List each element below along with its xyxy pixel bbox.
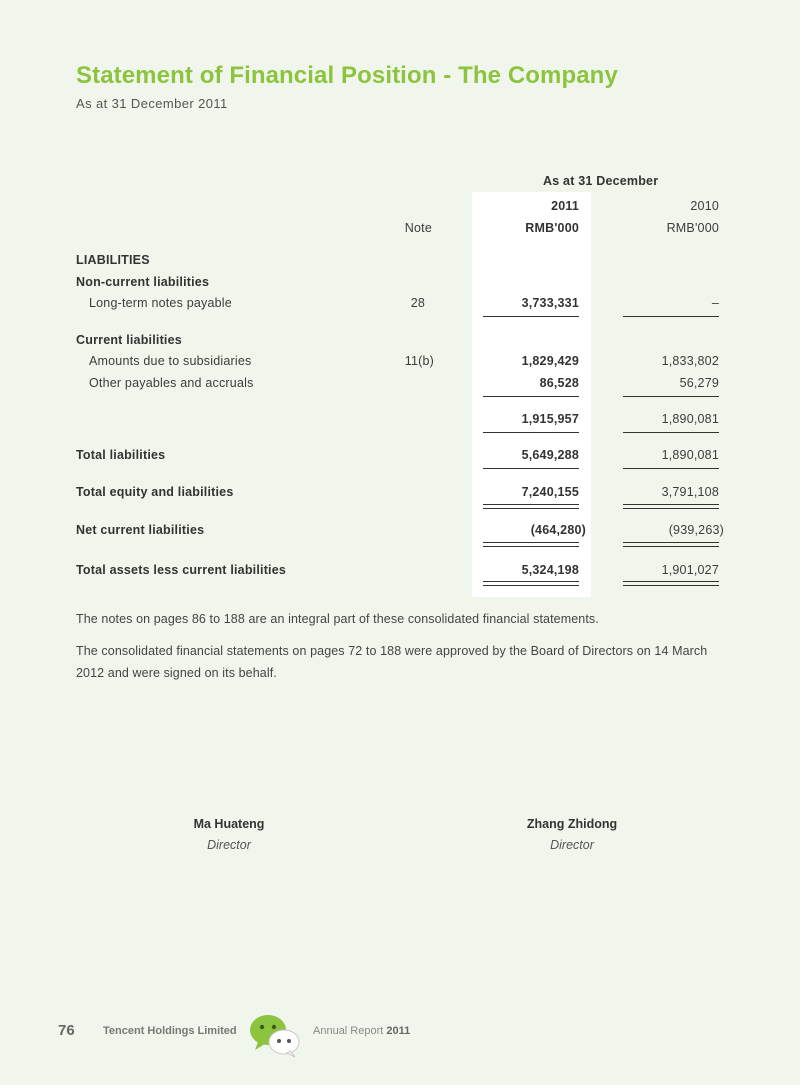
col-2011-unit: RMB'000	[525, 221, 579, 235]
row-2011-long-term-notes: 3,733,331	[521, 296, 579, 310]
row-label-total-equity-liabilities: Total equity and liabilities	[76, 485, 234, 499]
row-2011-total-equity-liabilities: 7,240,155	[521, 485, 579, 499]
row-label-net-current-liabilities: Net current liabilities	[76, 523, 205, 537]
group-header: As at 31 December	[543, 174, 659, 188]
double-underline-2010	[623, 581, 719, 586]
underline-2010	[623, 396, 719, 397]
underline-2011	[483, 316, 579, 317]
report-title	[313, 1025, 410, 1037]
row-2011-net-current-liabilities: (464,280)	[530, 523, 586, 537]
double-underline-2010	[623, 504, 719, 509]
col-2010-unit: RMB'000	[666, 221, 719, 235]
row-label-due-subsidiaries: Amounts due to subsidiaries	[89, 354, 252, 368]
underline-2011	[483, 396, 579, 397]
row-note-due-subsidiaries: 11(b)	[404, 354, 434, 368]
row-2010-current-subtotal: 1,890,081	[661, 412, 719, 426]
underline-2011	[483, 468, 579, 469]
double-underline-2011	[483, 504, 579, 509]
row-2011-other-payables: 86,528	[539, 376, 579, 390]
row-2010-total-equity-liabilities: 3,791,108	[661, 485, 719, 499]
double-underline-2011	[483, 542, 579, 547]
company-name: Tencent Holdings Limited	[103, 1025, 237, 1037]
signatory-role: Director	[550, 838, 594, 852]
row-label-total-liabilities: Total liabilities	[76, 448, 166, 462]
row-2010-due-subsidiaries: 1,833,802	[661, 354, 719, 368]
row-2011-total-liabilities: 5,649,288	[521, 448, 579, 462]
notes-paragraph: The notes on pages 86 to 188 are an integral part of these consolidated financial statements.	[76, 612, 599, 626]
liabilities-heading: LIABILITIES	[76, 253, 150, 267]
col-2011-year: 2011	[551, 199, 579, 213]
page-title: Statement of Financial Position - The Company	[76, 62, 618, 89]
signatory-name: Ma Huateng	[193, 817, 265, 831]
page-subtitle: As at 31 December 2011	[76, 96, 228, 111]
underline-2011	[483, 432, 579, 433]
approval-paragraph: The consolidated financial statements on pages 72 to 188 were approved by the Board of Directors on 14 March 2012 and were signed on its behalf.	[76, 644, 708, 680]
row-2011-current-subtotal: 1,915,957	[521, 412, 579, 426]
row-2010-total-liabilities: 1,890,081	[661, 448, 719, 462]
underline-2010	[623, 316, 719, 317]
page-footer	[0, 1022, 800, 1062]
current-heading: Current liabilities	[76, 333, 182, 347]
report-year: 2011	[386, 1025, 411, 1037]
double-underline-2010	[623, 542, 719, 547]
row-label-other-payables: Other payables and accruals	[89, 376, 254, 390]
wechat-chat-bubbles-icon	[246, 1010, 306, 1058]
underline-2010	[623, 432, 719, 433]
row-2010-other-payables: 56,279	[679, 376, 719, 390]
row-2010-long-term-notes: –	[711, 296, 719, 310]
underline-2010	[623, 468, 719, 469]
page-number: 76	[58, 1022, 75, 1039]
row-2010-total-assets-less: 1,901,027	[661, 563, 719, 577]
row-2010-net-current-liabilities: (939,263)	[668, 523, 724, 537]
signatory-name: Zhang Zhidong	[526, 817, 618, 831]
row-label-total-assets-less: Total assets less current liabilities	[76, 563, 287, 577]
col-2010-year: 2010	[690, 199, 719, 213]
signatory-role: Director	[207, 838, 251, 852]
row-2011-total-assets-less: 5,324,198	[521, 563, 579, 577]
row-label-long-term-notes: Long-term notes payable	[89, 296, 232, 310]
report-label: Annual Report	[313, 1025, 384, 1037]
note-header: Note	[404, 221, 432, 235]
row-note-long-term-notes: 28	[410, 296, 425, 310]
noncurrent-heading: Non-current liabilities	[76, 275, 210, 289]
row-2011-due-subsidiaries: 1,829,429	[521, 354, 579, 368]
double-underline-2011	[483, 581, 579, 586]
